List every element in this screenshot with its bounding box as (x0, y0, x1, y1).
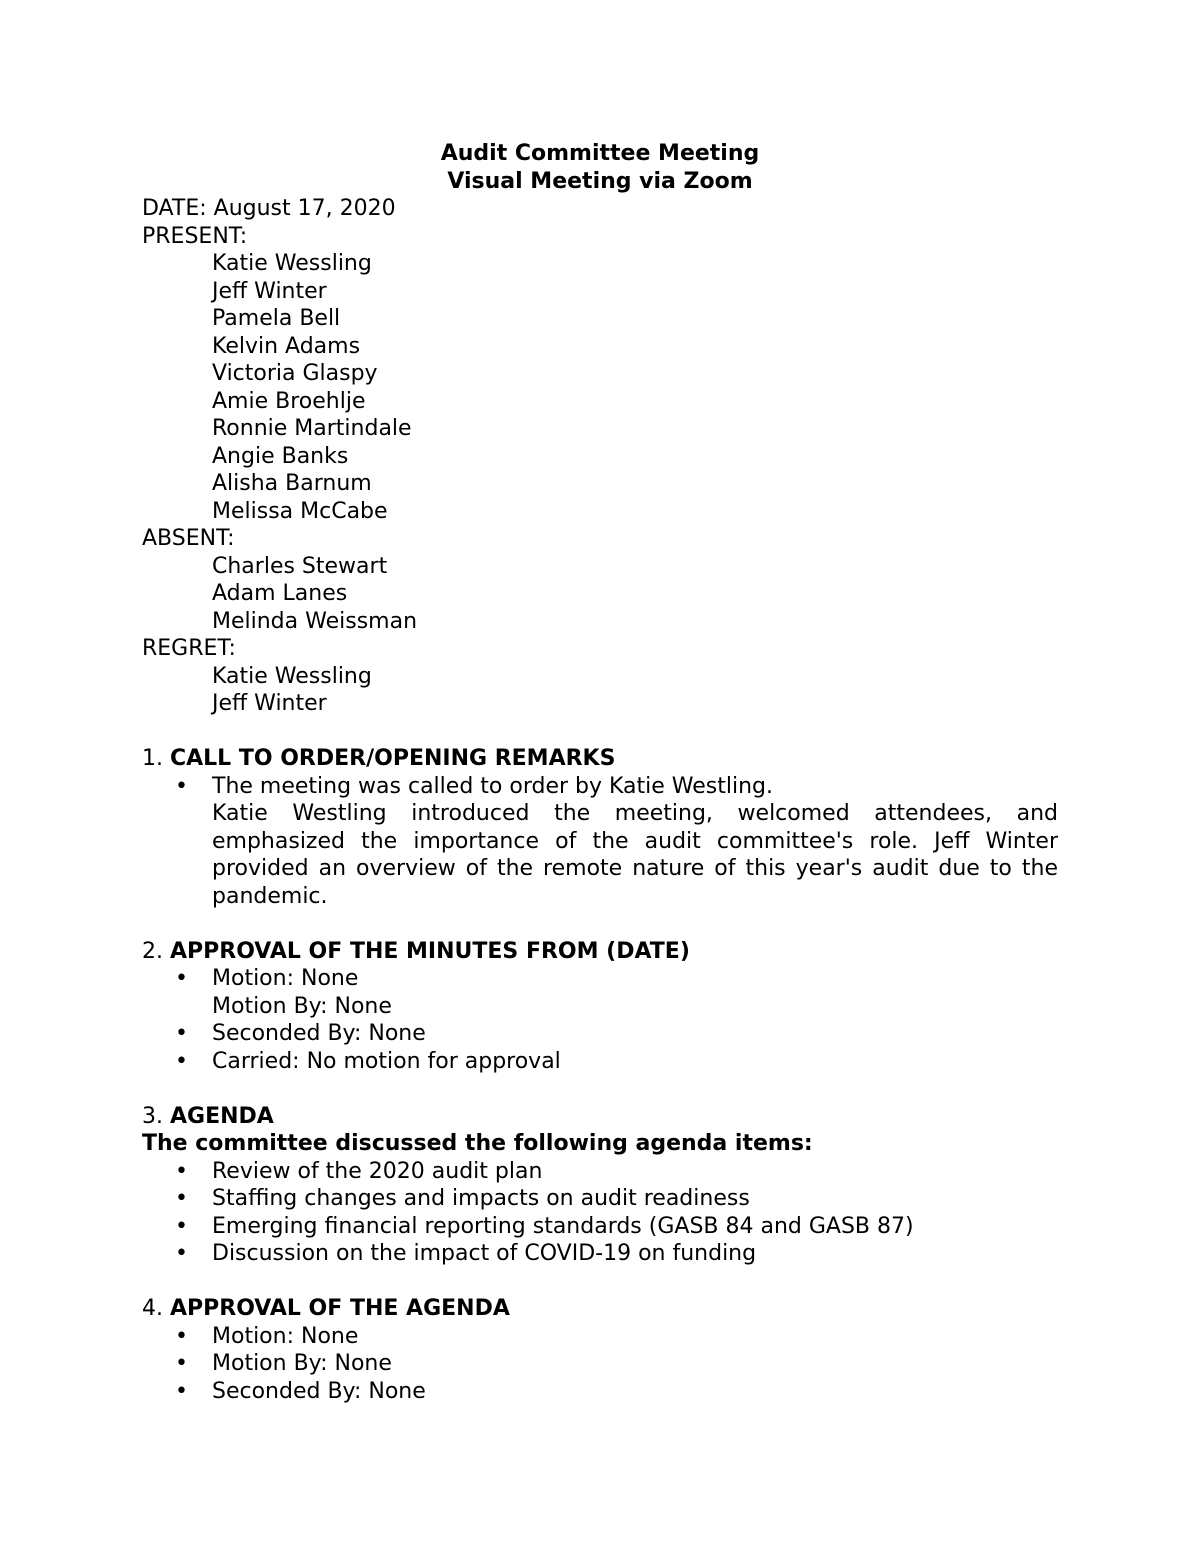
present-name: Kelvin Adams (212, 333, 361, 359)
list-item-text: Seconded By: None (212, 1021, 426, 1046)
regret-label: REGRET: (142, 636, 236, 661)
list-item-text: Carried: No motion for approval (212, 1048, 561, 1074)
section-number: 2. (142, 938, 170, 964)
bullet-icon: • (175, 1021, 188, 1046)
spacer (142, 910, 1058, 938)
spacer (142, 718, 1058, 746)
list-item (142, 1048, 1058, 1076)
list-item (142, 1185, 1058, 1213)
section-heading-agenda (142, 1103, 1058, 1131)
date-line: DATE: August 17, 2020 (142, 196, 396, 221)
absent-name: Melinda Weissman (212, 608, 418, 634)
section-heading-call-to-order (142, 745, 1058, 773)
present-name: Alisha Barnum (212, 471, 372, 496)
list-item-text: Motion: None (212, 966, 359, 991)
present-list (142, 250, 1058, 525)
present-name: Amie Broehlje (212, 388, 366, 414)
present-name: Victoria Glaspy (212, 361, 378, 386)
bullet-icon: • (175, 1241, 188, 1266)
bullet-icon: • (175, 1186, 188, 1211)
list-item (142, 1020, 1058, 1048)
bullet-icon: • (175, 1048, 188, 1074)
bullet-icon: • (175, 1213, 188, 1239)
list-item-text: Emerging financial reporting standards (GASB 84 and GASB 87) (212, 1213, 914, 1239)
list-item (142, 1323, 1058, 1351)
section-number: 1. (142, 746, 170, 771)
bullet-icon: • (175, 1351, 188, 1376)
list-item (142, 1378, 1058, 1406)
spacer (142, 1268, 1058, 1296)
list-item (142, 1350, 1058, 1378)
list-item-text: Motion: None (212, 1323, 359, 1349)
present-name: Angie Banks (212, 443, 349, 469)
list-item-text: Staffing changes and impacts on audit readiness (212, 1186, 750, 1211)
section-number: 3. (142, 1103, 170, 1129)
section-title: AGENDA (169, 1103, 274, 1129)
section-title: APPROVAL OF THE MINUTES FROM (DATE) (169, 938, 690, 964)
document-page (142, 140, 1058, 1405)
present-name: Pamela Bell (212, 306, 341, 331)
bullet-icon: • (175, 1378, 188, 1404)
bullet-icon: • (175, 773, 188, 799)
section-number: 4. (142, 1296, 170, 1321)
list-item (142, 965, 1058, 993)
bullet-icon: • (175, 1158, 188, 1184)
section-title: CALL TO ORDER/OPENING REMARKS (169, 746, 616, 771)
list-item (142, 1158, 1058, 1186)
list-item-text: Motion By: None (212, 1351, 392, 1376)
section-heading-approval-of-agenda (142, 1295, 1058, 1323)
bullet-icon: • (175, 966, 188, 991)
section-heading-approval-of-minutes (142, 938, 1058, 966)
list-item-continuation: Motion By: None (212, 993, 392, 1019)
bullet-icon: • (175, 1323, 188, 1349)
list-item-text: Review of the 2020 audit plan (212, 1158, 543, 1184)
present-name: Melissa McCabe (212, 498, 388, 524)
list-item (142, 773, 1058, 801)
absent-label: ABSENT: (142, 526, 235, 551)
present-name: Ronnie Martindale (212, 416, 412, 441)
absent-list (142, 553, 1058, 636)
list-item-text: Seconded By: None (212, 1378, 426, 1404)
regret-list (142, 663, 1058, 718)
opening-remarks-paragraph: Katie Westling introduced the meeting, welcomed attendees, and emphasized the importance of the audit committee's role. Jeff Winter provided an overview of the remote nature of this year's audit due to the pandemic. (212, 801, 1058, 909)
absent-name: Charles Stewart (212, 553, 388, 579)
list-item (142, 1213, 1058, 1241)
present-name: Katie Wessling (212, 251, 372, 276)
agenda-intro: The committee discussed the following agenda items: (142, 1131, 813, 1156)
section-title: APPROVAL OF THE AGENDA (169, 1296, 510, 1321)
list-item (142, 1240, 1058, 1268)
document-subtitle: Visual Meeting via Zoom (447, 168, 753, 194)
spacer (142, 1075, 1058, 1103)
document-title: Audit Committee Meeting (440, 141, 760, 166)
regret-name: Jeff Winter (212, 691, 327, 716)
regret-name: Katie Wessling (212, 663, 372, 689)
list-item-text: The meeting was called to order by Katie Westling. (212, 773, 773, 799)
present-label: PRESENT: (142, 223, 248, 249)
absent-name: Adam Lanes (212, 581, 348, 606)
list-item-text: Discussion on the impact of COVID-19 on funding (212, 1241, 757, 1266)
present-name: Jeff Winter (212, 278, 327, 304)
